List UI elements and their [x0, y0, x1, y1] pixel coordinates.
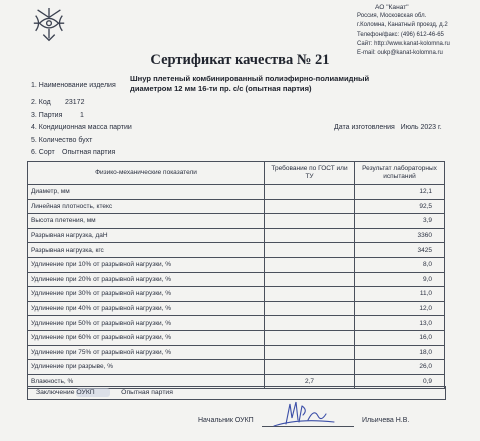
column-header-result: Результат лабораторных испытаний: [355, 162, 445, 185]
signatory-title: Начальник ОУКП: [198, 417, 254, 424]
table-row: [28, 257, 445, 272]
column-header-parameter: Физико-механические показатели: [28, 162, 265, 185]
table-row: [28, 287, 445, 302]
table-row: [28, 301, 445, 316]
param-requirement: [265, 257, 355, 272]
param-requirement: [265, 301, 355, 316]
param-requirement: [265, 272, 355, 287]
table-row: [28, 228, 445, 243]
product-line: Шнур плетеный комбинированный полиэфирно-полиамидный: [130, 74, 370, 83]
param-result: 3,9: [355, 214, 445, 229]
param-requirement: [265, 228, 355, 243]
param-result: 3360: [355, 228, 445, 243]
param-result: 13,0: [355, 316, 445, 331]
param-requirement: [265, 199, 355, 214]
param-result: 11,0: [355, 287, 445, 302]
param-result: 12,0: [355, 301, 445, 316]
company-line: Телефон/факс: (496) 612-46-65: [357, 31, 444, 38]
param-requirement: [265, 360, 355, 375]
table-row: [28, 214, 445, 229]
param-name: Разрывная нагрузка, даН: [28, 228, 265, 243]
company-line: Россия, Московская обл.: [357, 13, 427, 20]
param-requirement: [265, 214, 355, 229]
param-name: Удлинение при 40% от разрывной нагрузки, %: [28, 301, 265, 316]
grade-value: Опытная партия: [62, 149, 116, 156]
company-line: Сайт: http://www.kanat-kolomna.ru: [357, 40, 450, 47]
grade-label: 6. Сорт: [31, 149, 55, 156]
signatory-name: Ильичева Н.В.: [362, 417, 410, 424]
company-line: E-mail: oukp@kanat-kolomna.ru: [357, 50, 443, 57]
conclusion: [36, 389, 173, 396]
company-block: [357, 3, 450, 58]
batch-value: 1: [80, 112, 84, 119]
table-row: [28, 345, 445, 360]
mass-label: 4. Кондиционная масса партии: [31, 124, 132, 131]
product-name: [130, 74, 450, 95]
company-name: АО "Канат": [375, 4, 409, 11]
quantity-label: 5. Количество бухт: [31, 137, 93, 144]
table-row: [28, 185, 445, 200]
conclusion-value: Опытная партия: [121, 389, 173, 396]
company-logo-icon: [30, 6, 68, 48]
param-requirement: [265, 345, 355, 360]
manufacture-date: [334, 124, 442, 131]
param-requirement: [265, 287, 355, 302]
param-name: Линейная плотность, ктекс: [28, 199, 265, 214]
table-row: [28, 316, 445, 331]
param-result: 92,5: [355, 199, 445, 214]
table-row: [28, 360, 445, 375]
product-line: диаметром 12 мм 16-ти пр. с/с (опытная партия): [130, 84, 312, 94]
param-requirement: [265, 185, 355, 200]
company-line: г.Коломна, Канатный проезд, д.2: [357, 22, 448, 29]
table-header-row: [28, 162, 445, 185]
conclusion-label: Заключение ОУКП: [36, 389, 95, 396]
table-row: [28, 330, 445, 345]
param-result: 12,1: [355, 185, 445, 200]
param-name: Удлинение при 10% от разрывной нагрузки, %: [28, 257, 265, 272]
param-result: 18,0: [355, 345, 445, 360]
param-name: Удлинение при 30% от разрывной нагрузки, %: [28, 287, 265, 302]
parameters-table: [27, 161, 445, 389]
param-result: 26,0: [355, 360, 445, 375]
table-row: [28, 272, 445, 287]
param-name: Удлинение при 50% от разрывной нагрузки, %: [28, 316, 265, 331]
table-row: [28, 199, 445, 214]
param-result: 0,9: [355, 374, 445, 389]
handwritten-signature: [268, 398, 348, 430]
param-name: Удлинение при 75% от разрывной нагрузки, %: [28, 345, 265, 360]
param-result: 9,0: [355, 272, 445, 287]
param-result: 16,0: [355, 330, 445, 345]
param-name: Влажность, %: [28, 374, 265, 389]
param-requirement: [265, 243, 355, 258]
param-name: Удлинение при 20% от разрывной нагрузки, %: [28, 272, 265, 287]
code-label: 2. Код: [31, 99, 51, 106]
param-name: Удлинение при разрыве, %: [28, 360, 265, 375]
code-value: 23172: [65, 99, 85, 106]
batch-label: 3. Партия: [31, 112, 63, 119]
manufacture-date-label: Дата изготовления: [334, 124, 395, 131]
column-header-requirement: Требование по ГОСТ или ТУ: [265, 162, 355, 185]
param-requirement: [265, 316, 355, 331]
manufacture-date-value: Июль 2023 г.: [400, 124, 442, 131]
param-name: Диаметр, мм: [28, 185, 265, 200]
param-result: 3425: [355, 243, 445, 258]
param-requirement: [265, 330, 355, 345]
certificate-title: Сертификат качества № 21: [150, 52, 330, 68]
table-row: [28, 243, 445, 258]
param-name: Разрывная нагрузка, кгс: [28, 243, 265, 258]
conclusion-box: [27, 386, 446, 400]
param-name: Удлинение при 60% от разрывной нагрузки, %: [28, 330, 265, 345]
product-name-label: 1. Наименование изделия: [31, 82, 116, 89]
param-requirement: 2,7: [265, 374, 355, 389]
param-name: Высота плетения, мм: [28, 214, 265, 229]
param-result: 8,0: [355, 257, 445, 272]
